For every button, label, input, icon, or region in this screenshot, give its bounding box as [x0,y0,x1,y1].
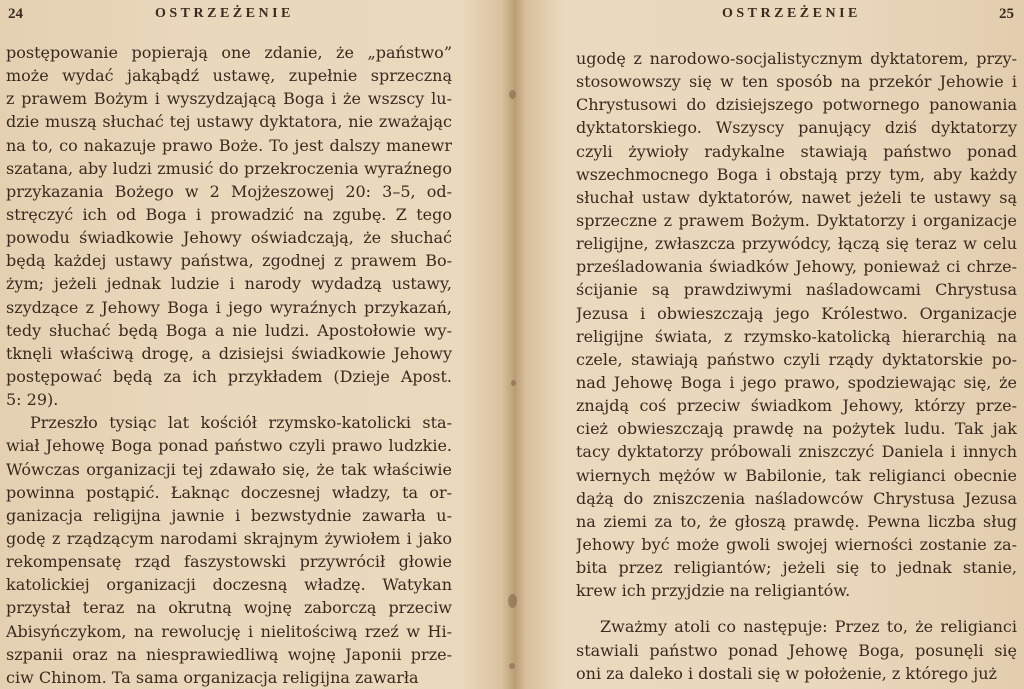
text-line: wiał Jehowę Boga ponad państwo czyli prawo ludzkie. [6,436,452,456]
text-line: może wydać jakąbądź ustawę, zupełnie sprzeczną [6,66,452,86]
text-line: na to, co nakazuje prawo Boże. To jest dalszy manewr [6,135,452,155]
text-line: powinna postąpić. Łaknąc doczesnej władzy, ta or- [6,482,452,502]
text-line: stosowowszy się w ten sposób na przekór Jehowie i [576,72,1017,92]
binding-stain [508,594,517,608]
binding-stain [509,663,515,669]
text-line: na ziemi za to, że głoszą prawdę. Pewna liczba sług [576,511,1017,531]
text-line: stręczyć ich od Boga i prowadzić na zgubę. Z tego [6,204,452,224]
text-line: powodu świadkowie Jehowy oświadczają, że słuchać [6,228,452,248]
text-line: Chrystusowi do dzisiejszego potwornego panowania [576,95,1017,115]
running-head-right: OSTRZEŻENIE [722,6,861,21]
binding-stain [509,90,516,99]
text-line: sprzeczne z prawem Bożym. Dyktatorzy i organizacje [576,210,1017,230]
text-line: szydzące z Jehowy Boga i jego wyraźnych przykazań, [6,297,452,317]
text-line: czele, stawiają państwo czyli rządy dyktatorskie po- [576,349,1017,369]
text-line: tacy dyktatorzy próbowali zniszczyć Daniela i innych [576,442,1017,462]
text-line: nad Jehowę Boga i jego prawo, spodziewając się, że [576,372,1017,392]
text-line: żym; jeżeli jednak ludzie i narody wydadzą ustawy, [6,274,452,294]
text-line: wszechmocnego Boga i obstają przy tym, aby każdy [576,164,1017,184]
text-line: katolickiej organizacji doczesną władzę. Watykan [6,575,452,595]
text-line: z prawem Bożym i wyszydzającą Boga i że wszscy lu- [6,89,452,109]
text-line: religijne świata, z rzymsko-katolicką hierarchią na [576,326,1017,346]
running-head-left: OSTRZEŻENIE [155,6,294,21]
text-line: krew ich przyjdzie na religiantów. [576,581,851,601]
page-number-right: 25 [999,6,1014,22]
text-line: bita przez religiantów; jeżeli się to jednak stanie, [576,558,1017,578]
text-line: oni za daleko i dostali się w położenie, z którego już [576,663,997,683]
text-line: przystał teraz na okrutną wojnę zaborczą przeciw [6,598,452,618]
right-page [512,0,1024,689]
text-line: cież obwieszczają prawdę na pożytek ludu. Tak jak [576,419,1017,439]
text-line: znajdą coś przeciw świadkom Jehowy, którzy prze- [576,396,1017,416]
right-text-block [576,47,1017,685]
text-line: szpanii oraz na niesprawiedliwą wojnę Japonii prze- [6,644,452,664]
text-line: stawiali państwo ponad Jehowę Boga, posunęli się [576,640,1017,660]
binding-stain [511,380,516,386]
text-line: ścijanie są prawdziwymi naśladowcami Chrystusa [576,280,1017,300]
text-line: Przeszło tysiąc lat kościół rzymsko-katolicki sta- [30,413,452,433]
text-line: czyli żywioły radykalne stawiają państwo ponad [576,141,1017,161]
page-number-left: 24 [8,6,23,22]
text-line: postępować będą za ich przykładem (Dzieje Apost. [6,366,452,386]
text-line: Zważmy atoli co następuje: Przez to, że religianci [600,617,1017,637]
text-line: Wówczas organizacji tej zdawało się, że tak właściwie [6,459,452,479]
text-line: postępowanie popierają one zdanie, że „państwo” [6,43,452,62]
text-line: dyktatorskiego. Wszyscy panujący dziś dyktatorzy [576,118,1017,138]
text-line: ugodę z narodowo-socjalistycznym dyktatorem, przy- [576,49,1017,68]
text-line: Jezusa i obwieszczają jego Królestwo. Organizacje [576,303,1017,323]
text-line: dążą do zniszczenia naśladowców Chrystusa Jezusa [576,488,1017,508]
text-line: słuchał ustaw dyktatorów, nawet jeżeli te ustawy są [576,187,1017,207]
text-line: ganizacja religijna jawnie i bezwstydnie zawarła u- [6,505,452,525]
text-line: Jehowy być może gwoli swojej wierności zostanie za- [576,534,1017,554]
text-line: tknęli właściwą drogę, a dzisiejsi świadkowie Jehowy [6,343,452,363]
text-line: tedy słuchać będą Boga a nie ludzi. Apostołowie wy- [6,320,452,340]
text-line: prześladowania świadków Jehowy, ponieważ ci chrze- [576,257,1017,277]
text-line: będą każdej ustawy państwa, zgodnej z prawem Bo- [6,251,452,271]
text-line: rekompensatę rząd faszystowski przywrócił głowie [6,552,452,572]
left-text-block [6,41,452,689]
text-line: przykazania Bożego w 2 Mojżeszowej 20: 3–5, od- [6,181,452,201]
text-line: dzie muszą słuchać tej ustawy dyktatora, nie zważając [6,112,452,132]
text-line: 5: 29). [6,390,59,410]
text-line: religijne, zwłaszcza przywódcy, łączą się teraz w celu [576,234,1017,254]
text-line: ciw Chinom. Ta sama organizacja religijna zawarła [6,667,419,687]
text-line: szatana, aby ludzi zmusić do przekroczenia wyraźnego [6,158,452,178]
text-line: wiernych mężów w Babilonie, tak religianci obecnie [576,465,1017,485]
text-line: Abisyńczykom, na rewolucję i nielitościwą rzeź w Hi- [6,621,452,641]
text-line: godę z rządzącym narodami skrajnym żywiołem i jako [6,528,452,548]
